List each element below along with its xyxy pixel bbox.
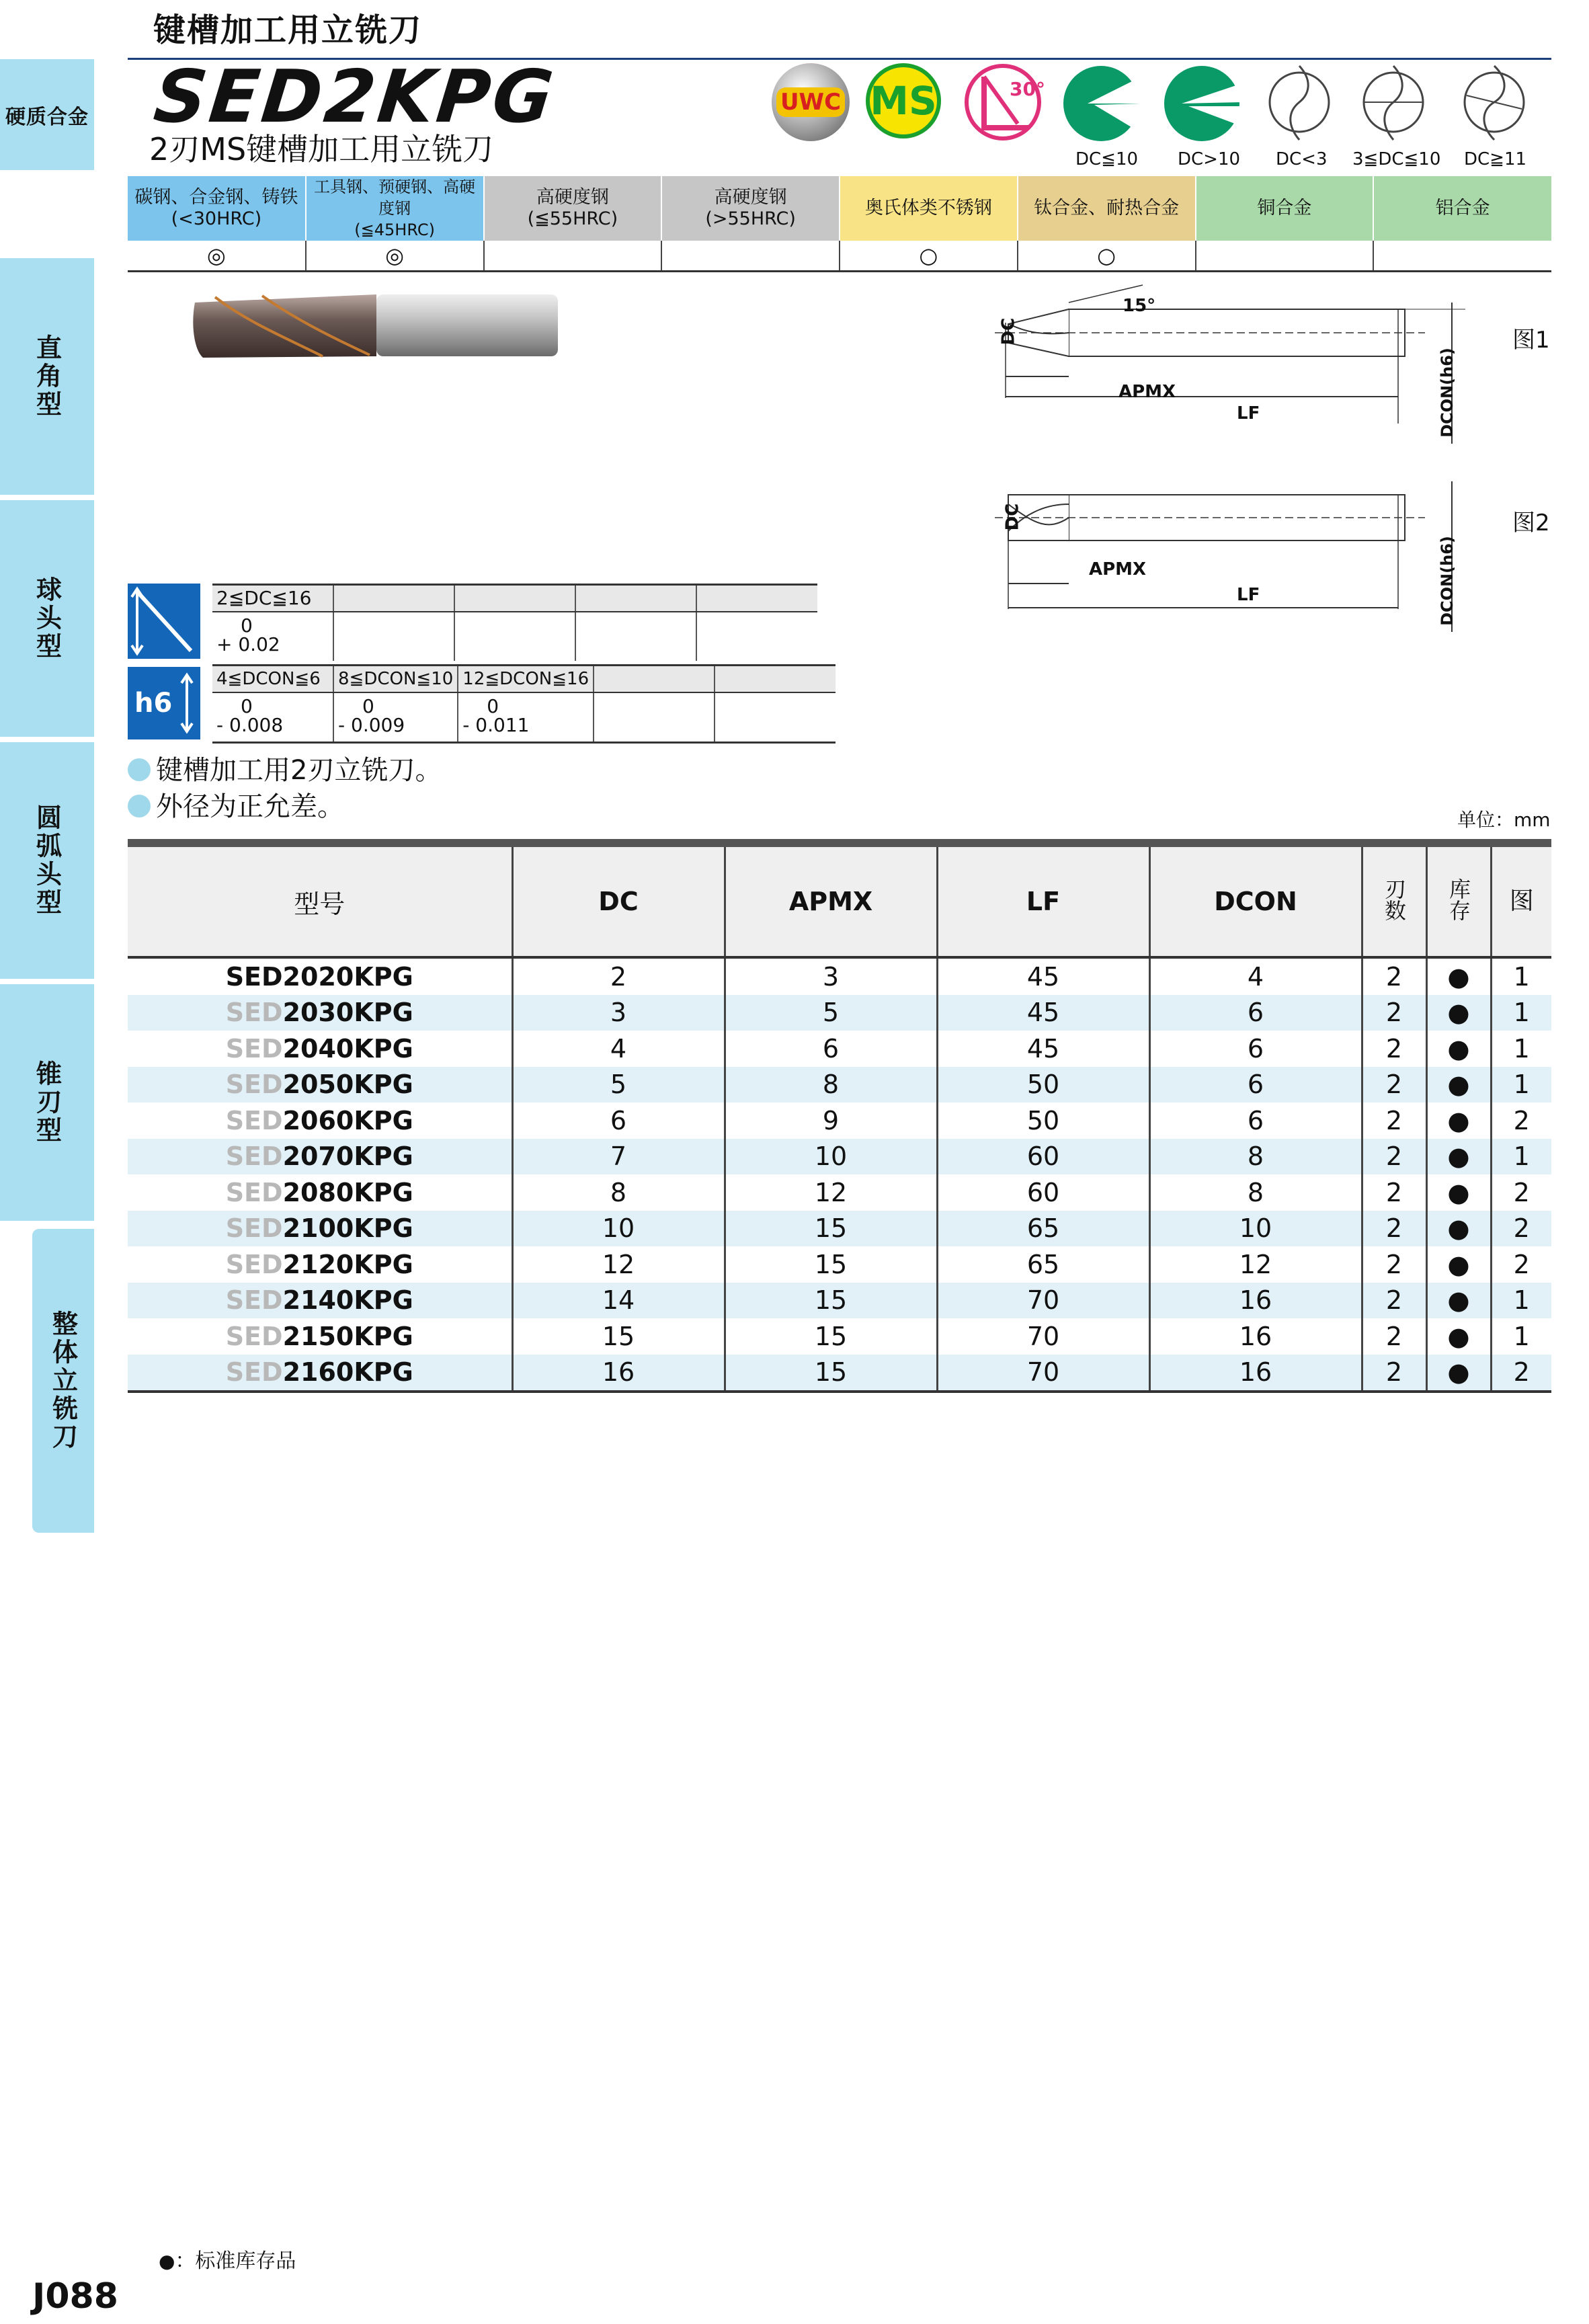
dim-dc-label: DC xyxy=(1002,503,1023,531)
lf-cell: 45 xyxy=(937,957,1149,995)
endmill-product-image xyxy=(188,282,565,370)
lf-cell: 65 xyxy=(937,1211,1149,1247)
lf-cell: 60 xyxy=(937,1174,1149,1211)
stock-cell: ● xyxy=(1426,1103,1491,1139)
stock-cell: ● xyxy=(1426,1174,1491,1211)
dim-dcon-label: DCON(h6) xyxy=(1437,348,1457,438)
apmx-cell: 10 xyxy=(725,1139,937,1175)
dcon-cell: 6 xyxy=(1149,1031,1362,1067)
dc-tolerance-table xyxy=(212,584,817,661)
rating-mark xyxy=(1196,241,1374,272)
lf-cell: 70 xyxy=(937,1355,1149,1392)
apmx-cell: 9 xyxy=(725,1103,937,1139)
dc-cell: 10 xyxy=(512,1211,725,1247)
apmx-cell: 15 xyxy=(725,1355,937,1392)
end-cut-icon-large xyxy=(1162,63,1242,144)
dimension-drawing-fig1 xyxy=(995,282,1479,444)
dcon-cell: 16 xyxy=(1149,1318,1362,1355)
icon-caption: DC<3 xyxy=(1276,149,1328,169)
material-suitability-table xyxy=(128,176,1551,272)
figure-cell: 2 xyxy=(1513,1249,1530,1279)
dc-cell: 7 xyxy=(512,1139,725,1175)
col-header-apmx: APMX xyxy=(725,843,937,957)
apmx-cell: 5 xyxy=(725,995,937,1031)
lf-cell: 65 xyxy=(937,1246,1149,1283)
category-title: 键槽加工用立铣刀 xyxy=(153,11,423,49)
col-header-flutes: 刃数 xyxy=(1362,843,1426,957)
icon-caption: DC≦10 xyxy=(1075,149,1139,169)
product-spec-table xyxy=(128,839,1551,1393)
lf-cell: 45 xyxy=(937,995,1149,1031)
dc-cell: 15 xyxy=(512,1318,725,1355)
figure-cell: 2 xyxy=(1513,1105,1530,1135)
model-cell: SED2160KPG xyxy=(128,1355,512,1392)
rating-mark xyxy=(1373,241,1551,272)
dim-dc-label: DC xyxy=(998,317,1019,346)
rating-mark: ◎ xyxy=(128,241,306,272)
feature-note: 外径为正允差。 xyxy=(128,785,344,824)
flutes-cell: 2 xyxy=(1362,1103,1426,1139)
dcon-cell: 6 xyxy=(1149,1103,1362,1139)
apmx-cell: 15 xyxy=(725,1283,937,1319)
stock-cell: ● xyxy=(1426,1139,1491,1175)
sidebar-tab-ball[interactable]: 球头型 xyxy=(0,500,94,737)
table-row xyxy=(128,1318,1551,1355)
dcon-cell: 12 xyxy=(1149,1246,1362,1283)
dim-dcon-label: DCON(h6) xyxy=(1437,536,1457,626)
figure-cell: 2 xyxy=(1491,1211,1551,1247)
dcon-cell: 16 xyxy=(1149,1355,1362,1392)
icon-caption: DC≧11 xyxy=(1464,149,1527,169)
dc-cell: 14 xyxy=(512,1283,725,1319)
table-row xyxy=(128,1067,1551,1103)
table-row xyxy=(128,1031,1551,1067)
rating-mark: ○ xyxy=(840,241,1018,272)
dc-cell: 5 xyxy=(512,1067,725,1103)
dcon-tolerance-value: 0 - 0.011 xyxy=(458,692,594,743)
table-row xyxy=(128,1283,1551,1319)
dcon-cell: 6 xyxy=(1149,995,1362,1031)
dc-range: 2≦DC≦16 xyxy=(212,585,333,612)
dc-cell: 3 xyxy=(512,995,725,1031)
material-cell: 奥氏体类不锈钢 xyxy=(840,176,1018,241)
stock-cell: ● xyxy=(1426,1318,1491,1355)
table-row xyxy=(128,957,1551,995)
dcon-tolerance-value: 0 - 0.009 xyxy=(333,692,458,743)
stock-cell: ● xyxy=(1426,957,1491,995)
sidebar-category[interactable]: 硬质合金 xyxy=(0,59,94,170)
apmx-cell: 3 xyxy=(725,957,937,995)
dcon-cell: 10 xyxy=(1149,1211,1362,1247)
flute-section-icon-3 xyxy=(1457,61,1531,147)
stock-cell: ● xyxy=(1426,995,1491,1031)
rating-mark: ○ xyxy=(1018,241,1196,272)
material-cell: 高硬度钢 (≦55HRC) xyxy=(484,176,662,241)
stock-cell: ● xyxy=(1426,1067,1491,1103)
dcon-range: 12≦DCON≦16 xyxy=(458,666,594,693)
flutes-cell: 2 xyxy=(1362,1355,1426,1392)
dc-cell: 4 xyxy=(512,1031,725,1067)
stock-cell: ● xyxy=(1426,1031,1491,1067)
apmx-cell: 15 xyxy=(725,1246,937,1283)
col-header-figure: 图 xyxy=(1491,843,1551,957)
col-header-stock: 库存 xyxy=(1426,843,1491,957)
flutes-cell: 2 xyxy=(1362,957,1426,995)
material-cell: 高硬度钢 (>55HRC) xyxy=(661,176,840,241)
model-cell: SED2020KPG xyxy=(128,957,512,995)
stock-cell: ● xyxy=(1426,1246,1491,1283)
flutes-cell: 2 xyxy=(1362,1246,1426,1283)
table-row xyxy=(128,1355,1551,1392)
flutes-cell: 2 xyxy=(1362,1318,1426,1355)
dc-cell: 6 xyxy=(512,1103,725,1139)
col-header-model: 型号 xyxy=(128,843,512,957)
apmx-cell: 6 xyxy=(725,1031,937,1067)
col-header-dc: DC xyxy=(512,843,725,957)
lf-cell: 50 xyxy=(937,1103,1149,1139)
stock-cell: ● xyxy=(1426,1211,1491,1247)
flutes-cell: 2 xyxy=(1362,1211,1426,1247)
figure-cell: 2 xyxy=(1513,1177,1530,1207)
table-row xyxy=(128,1246,1551,1283)
dc-cell: 2 xyxy=(512,957,725,995)
apmx-cell: 15 xyxy=(725,1211,937,1247)
dcon-cell: 8 xyxy=(1149,1139,1362,1175)
figure-cell: 1 xyxy=(1513,961,1530,992)
h6-tolerance-icon: h6 xyxy=(128,667,200,739)
model-cell: SED2060KPG xyxy=(128,1103,512,1139)
figure-cell: 1 xyxy=(1513,1033,1530,1064)
icon-caption: DC>10 xyxy=(1178,149,1241,169)
dc-tolerance-icon xyxy=(128,584,200,659)
material-rating-row xyxy=(128,241,1551,272)
figure-cell: 2 xyxy=(1491,1355,1551,1392)
dc-cell: 12 xyxy=(512,1246,725,1283)
figure-cell: 1 xyxy=(1513,1321,1530,1351)
material-cell: 工具钢、预硬钢、高硬度钢 (≦45HRC) xyxy=(306,176,484,241)
table-row xyxy=(128,995,1551,1031)
model-cell: SED2120KPG xyxy=(128,1246,512,1283)
model-cell: SED2050KPG xyxy=(128,1067,512,1103)
lf-cell: 45 xyxy=(937,1031,1149,1067)
material-cell: 碳钢、合金钢、铸铁 (<30HRC) xyxy=(128,176,306,241)
table-row xyxy=(128,1103,1551,1139)
ms-badge: MS xyxy=(866,63,941,138)
sidebar-tab-solid-endmill[interactable]: 整体立铣刀 xyxy=(32,1229,94,1533)
figure-cell: 1 xyxy=(1491,995,1551,1031)
dim-apmx-label: APMX xyxy=(1089,559,1147,579)
dimension-drawing-fig2 xyxy=(995,477,1479,639)
lf-cell: 70 xyxy=(937,1283,1149,1319)
sidebar-tab-radius[interactable]: 圆弧头型 xyxy=(0,742,94,979)
icon-caption: 3≦DC≦10 xyxy=(1352,149,1441,169)
sidebar-tab-square[interactable]: 直角型 xyxy=(0,258,94,495)
lf-cell: 50 xyxy=(937,1067,1149,1103)
col-header-dcon: DCON xyxy=(1149,843,1362,957)
table-row xyxy=(128,1139,1551,1175)
apmx-cell: 12 xyxy=(725,1174,937,1211)
rating-mark xyxy=(661,241,840,272)
end-cut-icon-small xyxy=(1061,63,1141,144)
rating-mark: ◎ xyxy=(306,241,484,272)
stock-legend: ●：标准库存品 xyxy=(159,2249,296,2273)
helix-angle-icon: 30° xyxy=(964,63,1042,141)
dcon-cell: 4 xyxy=(1149,957,1362,995)
figure-cell: 1 xyxy=(1491,1067,1551,1103)
figure-cell: 1 xyxy=(1491,1139,1551,1175)
model-cell: SED2030KPG xyxy=(128,995,512,1031)
model-cell: SED2070KPG xyxy=(128,1139,512,1175)
apmx-cell: 15 xyxy=(725,1318,937,1355)
dcon-tolerance-value: 0 - 0.008 xyxy=(212,692,333,743)
dim-apmx-label: APMX xyxy=(1118,382,1176,402)
flute-section-icon-1 xyxy=(1262,61,1336,147)
dc-cell: 8 xyxy=(512,1174,725,1211)
stock-cell: ● xyxy=(1426,1355,1491,1392)
feature-note: 键槽加工用2刃立铣刀。 xyxy=(128,749,442,787)
angle-label: 15° xyxy=(1123,296,1156,316)
stock-cell: ● xyxy=(1426,1283,1491,1319)
fig1-label: 图1 xyxy=(1512,327,1550,354)
apmx-cell: 8 xyxy=(725,1067,937,1103)
dcon-range: 4≦DCON≦6 xyxy=(212,666,333,693)
material-cell: 铝合金 xyxy=(1373,176,1551,241)
flutes-cell: 2 xyxy=(1362,1283,1426,1319)
model-cell: SED2080KPG xyxy=(128,1174,512,1211)
table-header-row xyxy=(128,843,1551,957)
model-title: SED2KPG xyxy=(150,55,560,139)
flute-section-icon-2 xyxy=(1356,61,1430,147)
model-cell: SED2150KPG xyxy=(128,1318,512,1355)
dim-lf-label: LF xyxy=(1237,403,1260,424)
model-cell: SED2140KPG xyxy=(128,1283,512,1319)
figure-cell: 1 xyxy=(1491,1283,1551,1319)
table-row xyxy=(128,1211,1551,1247)
dcon-cell: 8 xyxy=(1149,1174,1362,1211)
flutes-cell: 2 xyxy=(1362,1067,1426,1103)
model-cell: SED2100KPG xyxy=(128,1211,512,1247)
uwc-badge: UWC xyxy=(772,63,850,141)
lf-cell: 60 xyxy=(937,1139,1149,1175)
table-row xyxy=(128,1174,1551,1211)
material-cell: 铜合金 xyxy=(1196,176,1374,241)
material-cell: 钛合金、耐热合金 xyxy=(1018,176,1196,241)
dc-tolerance-value: 0 + 0.02 xyxy=(212,612,333,661)
rating-mark xyxy=(484,241,662,272)
lf-cell: 70 xyxy=(937,1318,1149,1355)
col-header-lf: LF xyxy=(937,843,1149,957)
flutes-cell: 2 xyxy=(1362,1174,1426,1211)
dcon-cell: 16 xyxy=(1149,1283,1362,1319)
model-cell: SED2040KPG xyxy=(128,1031,512,1067)
fig2-label: 图2 xyxy=(1512,510,1550,536)
flutes-cell: 2 xyxy=(1362,1139,1426,1175)
unit-label: 单位：mm xyxy=(1457,809,1551,831)
dcon-range: 8≦DCON≦10 xyxy=(333,666,458,693)
flutes-cell: 2 xyxy=(1362,1031,1426,1067)
dcon-tolerance-table xyxy=(212,664,836,744)
flutes-cell: 2 xyxy=(1362,995,1426,1031)
dim-lf-label: LF xyxy=(1237,585,1260,605)
dc-cell: 16 xyxy=(512,1355,725,1392)
material-header-row xyxy=(128,176,1551,241)
dcon-cell: 6 xyxy=(1149,1067,1362,1103)
sidebar-tab-taper[interactable]: 锥刃型 xyxy=(0,984,94,1221)
model-subtitle: 2刃MS键槽加工用立铣刀 xyxy=(149,131,494,167)
page-number: J088 xyxy=(32,2276,118,2317)
